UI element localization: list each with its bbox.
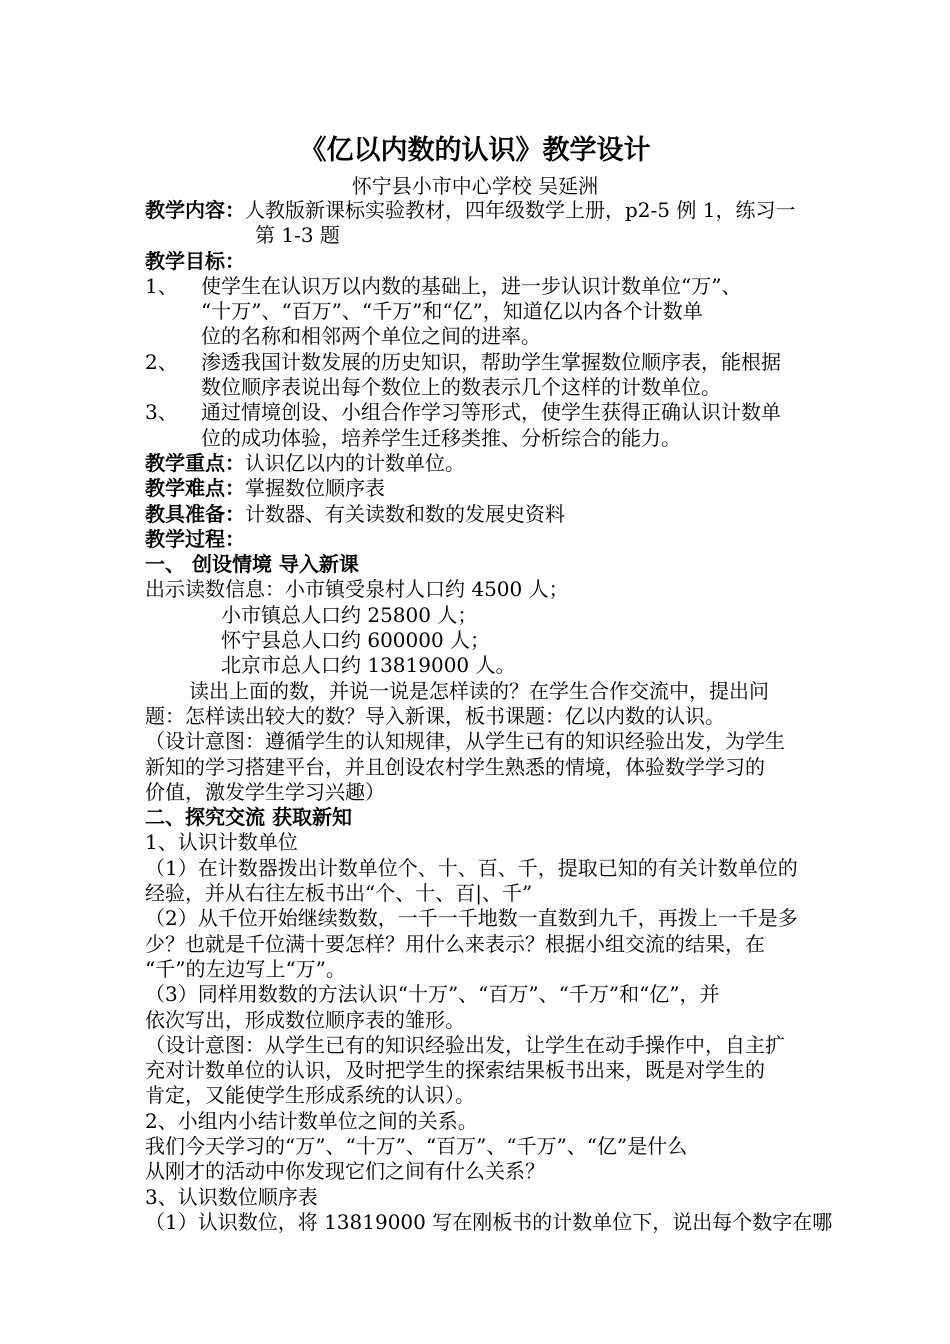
section-2-heading: 二、探究交流 获取新知 bbox=[145, 805, 352, 830]
para-line: 我们今天学习的“万”、“十万”、“百万”、“千万”、“亿”是什么 bbox=[145, 1133, 688, 1158]
data-line: 小市镇总人口约 25800 人； bbox=[221, 602, 478, 627]
goal-3-line-1: 3、 通过情境创设、小组合作学习等形式，使学生获得正确认识计数单 bbox=[145, 400, 781, 425]
goal-number: 1、 bbox=[145, 273, 178, 298]
subheading: 3、认识数位顺序表 bbox=[145, 1184, 318, 1209]
section-1-intro: 出示读数信息：小市镇受泉村人口约 4500 人； bbox=[145, 577, 569, 602]
section-1-heading: 一、 创设情境 导入新课 bbox=[145, 552, 359, 577]
content-text: 人教版新课标实验教材，四年级数学上册，p2-5 例 1，练习一 bbox=[245, 198, 796, 222]
goal-2-line-2: 数位顺序表说出每个数位上的数表示几个这样的计数单位。 bbox=[201, 375, 721, 400]
key-point-label: 教学重点： bbox=[145, 450, 245, 475]
para-line: （2）从千位开始继续数数，一千一千地数一直数到九千，再拨上一千是多 bbox=[145, 906, 798, 931]
para-line: 题：怎样读出较大的数？导入新课，板书课题：亿以内数的认识。 bbox=[145, 703, 725, 728]
para-line: 少？也就是千位满十要怎样？用什么来表示？根据小组交流的结果，在 bbox=[145, 931, 765, 956]
note-line: （设计意图：从学生已有的知识经验出发，让学生在动手操作中，自主扩 bbox=[145, 1032, 785, 1057]
content-line bbox=[145, 198, 840, 223]
goal-3-line-2: 位的成功体验，培养学生迁移类推、分析综合的能力。 bbox=[201, 425, 681, 450]
difficulty-line: 教学难点：掌握数位顺序表 bbox=[145, 476, 385, 501]
goal-1-line-3: 位的名称和相邻两个单位之间的进率。 bbox=[201, 324, 541, 349]
materials-label: 教具准备： bbox=[145, 501, 245, 526]
goal-number: 3、 bbox=[145, 400, 178, 425]
difficulty-label: 教学难点： bbox=[145, 476, 245, 501]
data-line: 怀宁县总人口约 600000 人； bbox=[221, 628, 491, 653]
para-line: （3）同样用数数的方法认识“十万”、“百万”、“千万”和“亿”，并 bbox=[145, 982, 720, 1007]
para-line: （1）认识数位，将 13819000 写在刚板书的计数单位下，说出每个数字在哪 bbox=[145, 1209, 833, 1234]
process-label: 教学过程： bbox=[145, 526, 245, 551]
para-line: “千”的左边写上“万”。 bbox=[145, 956, 346, 981]
data-line: 北京市总人口约 13819000 人。 bbox=[221, 653, 516, 678]
note-line: 肯定，又能使学生形成系统的认识）。 bbox=[145, 1083, 475, 1108]
content-label: 教学内容： bbox=[145, 198, 245, 222]
document-body bbox=[145, 198, 840, 1235]
goals-label: 教学目标： bbox=[145, 248, 245, 273]
note-line: 新知的学习搭建平台，并且创设农村学生熟悉的情境，体验数学学习的 bbox=[145, 754, 765, 779]
para-line: 读出上面的数，并说一说是怎样读的？在学生合作交流中，提出问 bbox=[189, 678, 769, 703]
author-line: 怀宁县小市中心学校 吴延洲 bbox=[351, 174, 599, 198]
note-line: （设计意图：遵循学生的认知规律，从学生已有的知识经验出发，为学生 bbox=[145, 729, 785, 754]
para-line: 从刚才的活动中你发现它们之间有什么关系？ bbox=[145, 1159, 545, 1184]
note-line: 充对计数单位的认识，及时把学生的探索结果板书出来，既是对学生的 bbox=[145, 1058, 765, 1083]
para-line: 经验，并从右往左板书出“个、十、百|、千” bbox=[145, 881, 533, 906]
document-title: 《亿以内数的认识》教学设计 bbox=[299, 135, 651, 166]
goal-1-line-2: “十万”、“百万”、“千万”和“亿”，知道亿以内各个计数单 bbox=[201, 299, 703, 324]
subheading: 2、小组内小结计数单位之间的关系。 bbox=[145, 1108, 478, 1133]
materials-line: 教具准备：计数器、有关读数和数的发展史资料 bbox=[145, 501, 565, 526]
subheading: 1、认识计数单位 bbox=[145, 830, 298, 855]
content-line-2: 第 1-3 题 bbox=[255, 223, 340, 248]
note-line: 价值，激发学生学习兴趣） bbox=[145, 779, 385, 804]
goal-2-line-1: 2、 渗透我国计数发展的历史知识，帮助学生掌握数位顺序表，能根据 bbox=[145, 349, 781, 374]
key-point-line: 教学重点：认识亿以内的计数单位。 bbox=[145, 450, 465, 475]
goal-1-line-1: 1、 使学生在认识万以内数的基础上，进一步认识计数单位“万”、 bbox=[145, 273, 742, 298]
para-line: （1）在计数器拨出计数单位个、十、百、千，提取已知的有关计数单位的 bbox=[145, 855, 798, 880]
goal-number: 2、 bbox=[145, 349, 178, 374]
para-line: 依次写出，形成数位顺序表的雏形。 bbox=[145, 1007, 465, 1032]
